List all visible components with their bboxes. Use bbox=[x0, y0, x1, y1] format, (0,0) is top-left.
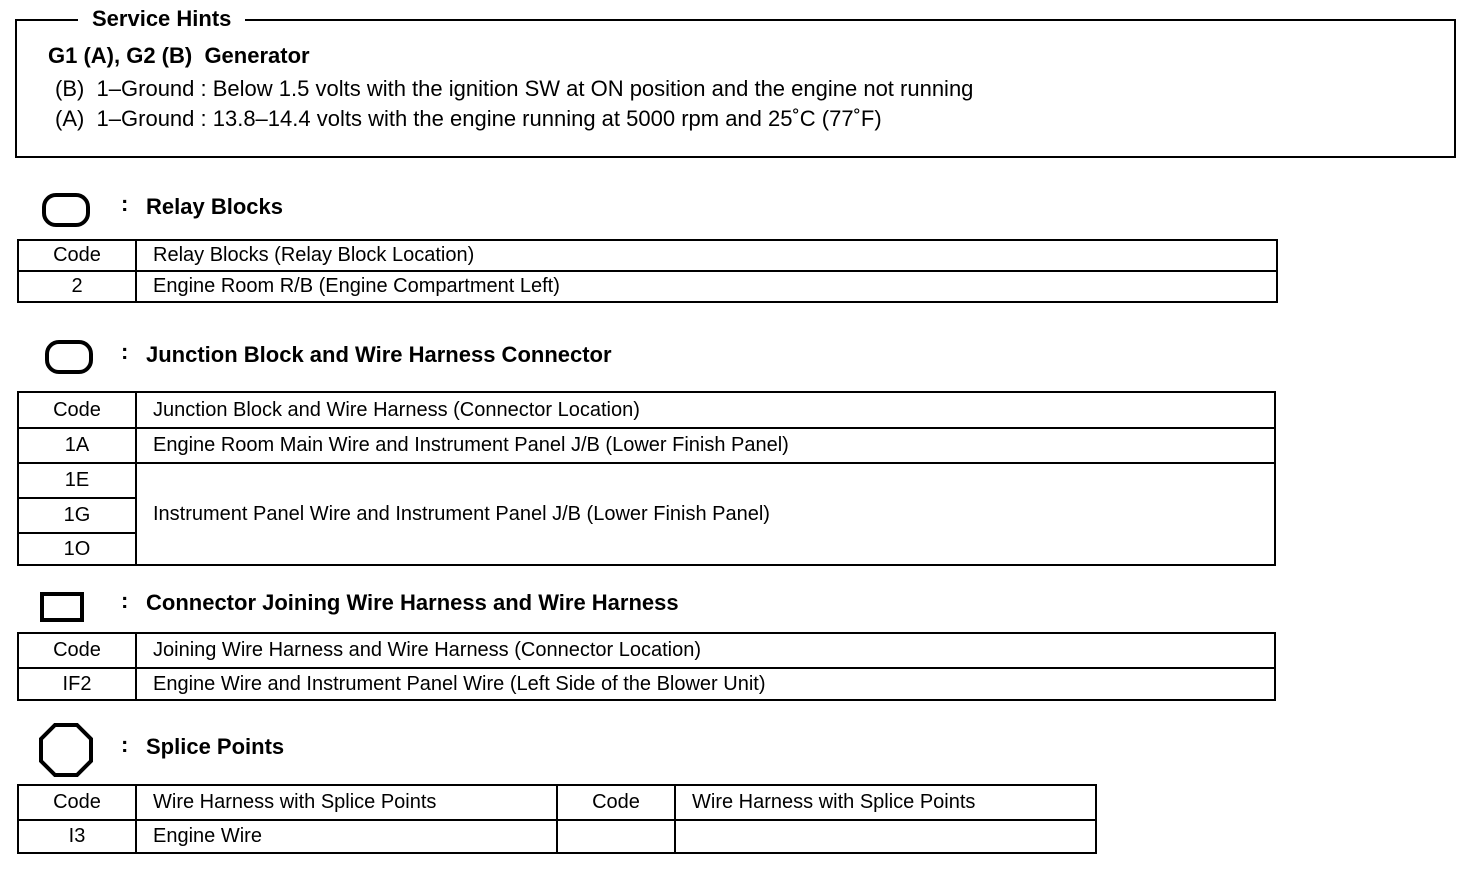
table-header-row bbox=[18, 785, 1096, 820]
table-header-cell: Code bbox=[18, 392, 136, 428]
table-header-cell: Code bbox=[18, 785, 136, 820]
table-cell-description bbox=[675, 820, 1096, 853]
table-header-row bbox=[18, 392, 1275, 428]
service-hint-line: (A) 1–Ground : 13.8–14.4 volts with the engine running at 5000 rpm and 25˚C (77˚F) bbox=[55, 106, 882, 131]
table-cell-code bbox=[557, 820, 675, 853]
table-cell-description: Engine Wire and Instrument Panel Wire (Left Side of the Blower Unit) bbox=[136, 668, 1275, 700]
junction-block-table bbox=[17, 391, 1276, 566]
table-row bbox=[18, 271, 1277, 302]
table-header-row bbox=[18, 240, 1277, 271]
table-cell-description: Instrument Panel Wire and Instrument Panel J/B (Lower Finish Panel) bbox=[136, 463, 1275, 565]
table-cell-code: IF2 bbox=[18, 668, 136, 700]
table-header-cell: Code bbox=[18, 240, 136, 271]
table-cell-code: I3 bbox=[18, 820, 136, 853]
rounded-rect-icon bbox=[42, 193, 90, 227]
square-icon bbox=[40, 592, 84, 622]
table-cell-description: Engine Room Main Wire and Instrument Panel J/B (Lower Finish Panel) bbox=[136, 428, 1275, 463]
table-cell-description: Engine Wire bbox=[136, 820, 557, 853]
relay-blocks-table bbox=[17, 239, 1278, 303]
service-hints-legend: Service Hints bbox=[78, 5, 245, 33]
relay-blocks-title: Relay Blocks bbox=[146, 194, 283, 219]
table-header-cell: Wire Harness with Splice Points bbox=[136, 785, 557, 820]
connector-title: Connector Joining Wire Harness and Wire Harness bbox=[146, 590, 679, 615]
table-header-cell: Junction Block and Wire Harness (Connector Location) bbox=[136, 392, 1275, 428]
splice-points-title: Splice Points bbox=[146, 734, 285, 759]
table-header-cell: Code bbox=[18, 633, 136, 668]
table-header-cell: Joining Wire Harness and Wire Harness (Connector Location) bbox=[136, 633, 1275, 668]
table-row bbox=[18, 668, 1275, 700]
octagon-icon bbox=[38, 722, 94, 778]
connector-table bbox=[17, 632, 1276, 701]
table-cell-code: 1G bbox=[18, 498, 136, 533]
section-colon: : bbox=[121, 732, 129, 757]
table-cell-code: 1A bbox=[18, 428, 136, 463]
table-cell-code: 1E bbox=[18, 463, 136, 498]
table-cell-code: 1O bbox=[18, 533, 136, 565]
table-row bbox=[18, 820, 1096, 853]
service-hint-line: (B) 1–Ground : Below 1.5 volts with the ignition SW at ON position and the engine not running bbox=[55, 76, 974, 101]
service-hints-heading: G1 (A), G2 (B) Generator bbox=[48, 43, 310, 68]
table-cell-code: 2 bbox=[18, 271, 136, 302]
section-colon: : bbox=[121, 191, 129, 216]
section-colon: : bbox=[121, 588, 129, 613]
section-colon: : bbox=[121, 339, 129, 364]
table-header-cell: Relay Blocks (Relay Block Location) bbox=[136, 240, 1277, 271]
table-cell-description: Engine Room R/B (Engine Compartment Left) bbox=[136, 271, 1277, 302]
rounded-rect-icon bbox=[45, 340, 93, 374]
table-row bbox=[18, 428, 1275, 463]
table-header-cell: Wire Harness with Splice Points bbox=[675, 785, 1096, 820]
splice-points-table bbox=[17, 784, 1097, 854]
table-header-cell: Code bbox=[557, 785, 675, 820]
table-header-row bbox=[18, 633, 1275, 668]
junction-block-title: Junction Block and Wire Harness Connector bbox=[146, 342, 612, 367]
table-row bbox=[18, 463, 1275, 498]
